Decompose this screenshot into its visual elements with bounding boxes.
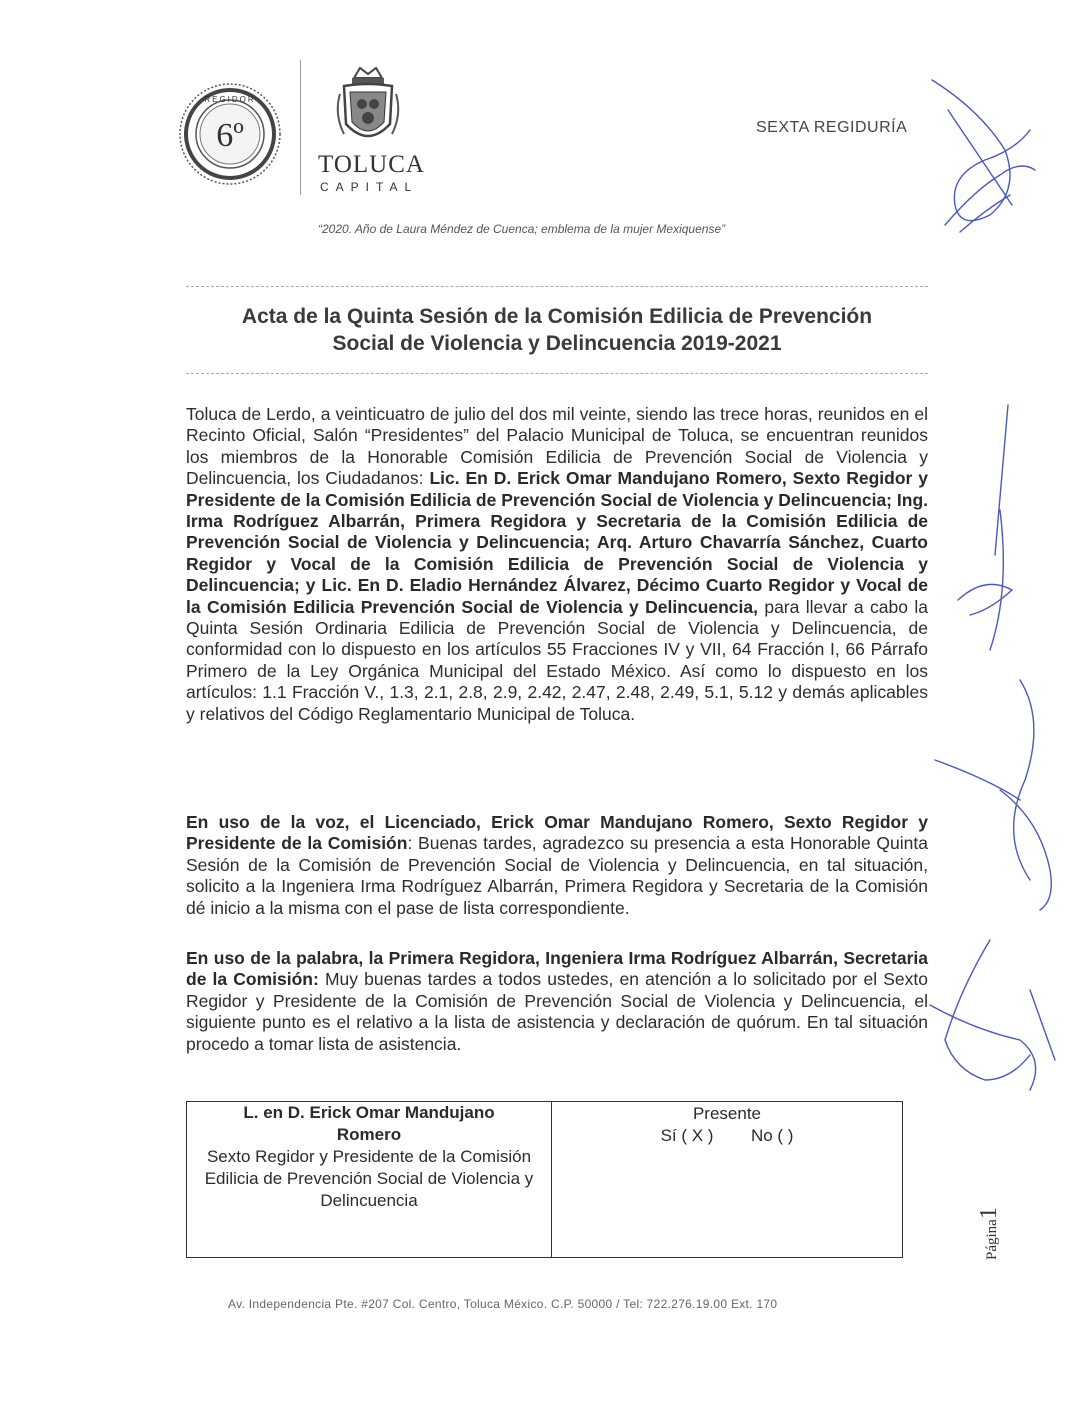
title-line-2: Social de Violencia y Delincuencia 2019-2021 [332, 332, 782, 355]
page-label: Página [984, 1219, 1000, 1260]
president-speaker: En uso de la voz, el Licenciado, Erick Omar Mandujano Romero, Sexto Regidor y Presidente de la Comisión [186, 812, 928, 854]
members-list: Lic. En D. Erick Omar Mandujano Romero, Sexto Regidor y Presidente de la Comisión Edilicia de Prevención Social de Violencia y Delincuencia; Ing. Irma Rodríguez Albarrán, Primera Regidora y Secretaria de la Comisión Edilicia de Prevención Social de Violencia y Delincuencia; Arq. Arturo Chavarría Sánchez, Cuarto Regidor y Vocal de la Comisión Edilicia de Prevención Social de Violencia y Delincuencia; y Lic. En D. Eladio Hernández Álvarez, Décimo Cuarto Regidor y Vocal de la Comisión Edilicia Prevención Social de Violencia y Delincuencia, [186, 468, 928, 617]
page-number-value: 1 [976, 1207, 1002, 1220]
president-text: : Buenas tardes, agradezco su presencia a esta Honorable Quinta Sesión de la Comisión de Prevención Social de Violencia y Delincuencia, en tal situación, solicito a la Ingeniera Irma Rodríguez Albarrán, Primera Regidora y Secretaria de la Comisión dé inicio a la misma con el pase de lista correspondiente. [186, 833, 928, 918]
seal-ring-text: REGIDOR [204, 95, 256, 104]
footer-address: Av. Independencia Pte. #207 Col. Centro, Toluca México. C.P. 50000 / Tel: 722.276.19.00 Ext. 170 [228, 1297, 778, 1311]
present-label: Presente [692, 1104, 762, 1123]
member-role: Sexto Regidor y Presidente de la Comisión Edilicia de Prevención Social de Violencia y Delincuencia [204, 1147, 534, 1210]
opening-intro: Toluca de Lerdo, a veinticuatro de julio del dos mil veinte, siendo las trece horas, reunidos en el Recinto Oficial, Salón “Presidentes” del Palacio Municipal de Toluca, se encuentran reunidos los miembros de la Honorable Comisión Edilicia de Prevención Social de Violencia y Delincuencia, los Ciudadanos: [186, 404, 928, 489]
title-line-1: Acta de la Quinta Sesión de la Comisión Edilicia de Prevención [241, 305, 873, 328]
city-subtitle: CAPITAL [320, 180, 419, 194]
no-checkbox[interactable]: No ( ) [750, 1126, 794, 1145]
member-name: L. en D. Erick Omar Mandujano Romero [243, 1103, 495, 1144]
yes-checkbox[interactable]: Sí ( X ) [660, 1126, 714, 1145]
city-name: TOLUCA [318, 151, 425, 178]
opening-rest: para llevar a cabo la Quinta Sesión Ordinaria Edilicia de Prevención Social de Violencia y Delincuencia, de conformidad con lo dispuesto en los artículos 55 Fracciones IV y VII, 64 Fracción I, 66 Párrafo Primero de la Ley Orgánica Municipal del Estado México. Así como lo dispuesto en los artículos: 1.1 Fracción V., 1.3, 2.1, 2.8, 2.9, 2.42, 2.47, 2.48, 2.49, 5.1, 5.12 y demás aplicables y relativos del Código Reglamentario Municipal de Toluca. [186, 596, 928, 724]
year-motto: “2020. Año de Laura Méndez de Cuenca; emblema de la mujer Mexiquense” [318, 222, 726, 236]
top-right-signature [932, 80, 1035, 232]
margin-signature [930, 405, 1055, 1090]
secretary-text: Muy buenas tardes a todos ustedes, en atención a lo solicitado por el Sexto Regidor y Presidente de la Comisión de Prevención Social de Violencia y Delincuencia, el siguiente punto es el relativo a la lista de asistencia y declaración de quórum. En tal situación procedo a tomar lista de asistencia. [186, 969, 928, 1054]
office-name: SEXTA REGIDURÍA [756, 119, 908, 136]
seal-number: 6º [216, 117, 244, 154]
secretary-speaker: En uso de la palabra, la Primera Regidora, Ingeniera Irma Rodríguez Albarrán, Secretaria de la Comisión: [186, 948, 928, 990]
